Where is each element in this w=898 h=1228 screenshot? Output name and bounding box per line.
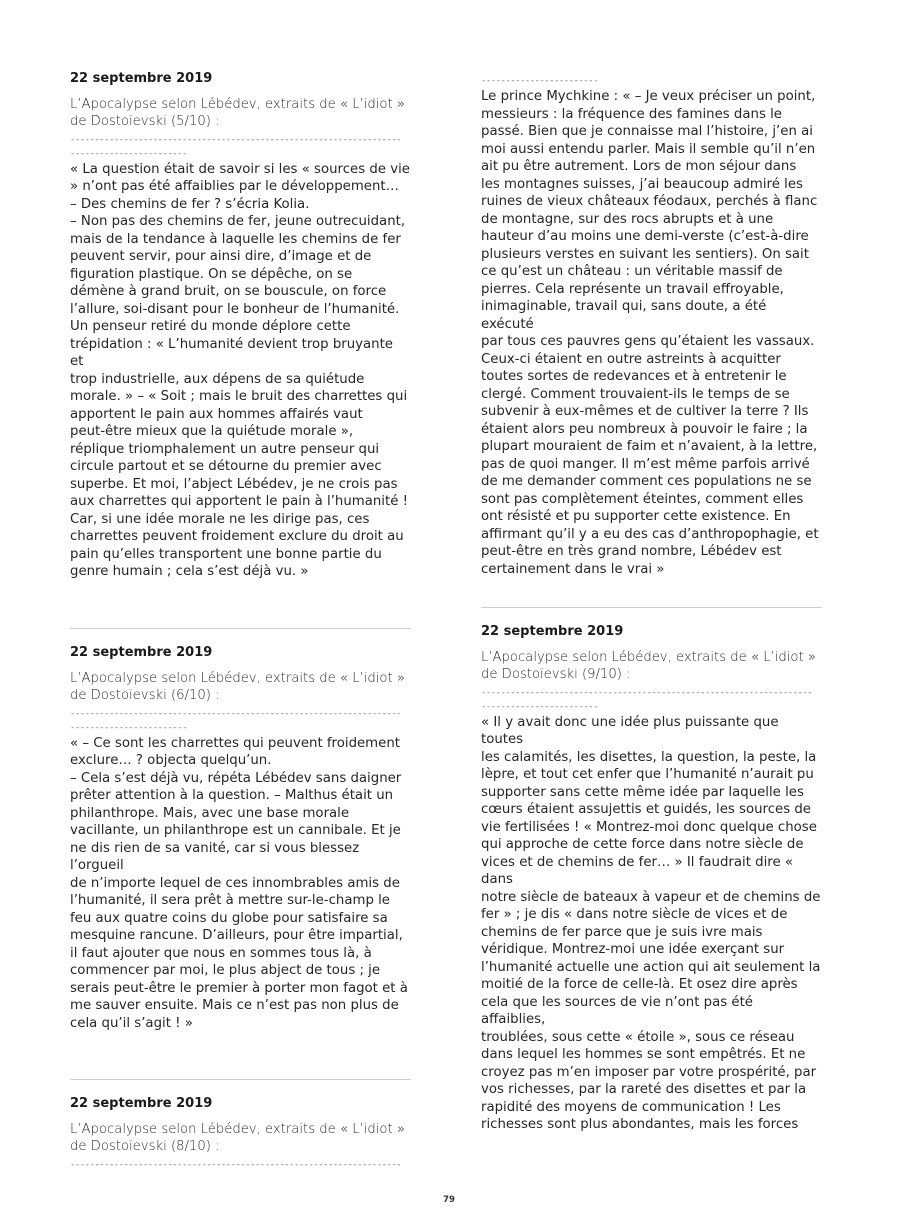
body-line: clergé. Comment trouvaient-ils le temps de se <box>481 386 790 402</box>
body-line: mais de la tendance à laquelle les chemins de fer <box>70 231 401 247</box>
entry-date: 22 septembre 2019 <box>70 71 213 86</box>
body-line: – Cela s’est déjà vu, répéta Lébédev sans daigner <box>70 770 402 786</box>
body-line: par tous ces pauvres gens qu’étaient les vassaux. <box>481 334 815 349</box>
body-line: vices et de chemins de fer… » Il faudrait dire « dans <box>481 854 794 888</box>
entry-body <box>70 735 410 1033</box>
body-line: peuvent servir, pour ainsi dire, d’image et de <box>70 249 372 265</box>
entry-body <box>70 161 410 581</box>
body-line: commencer par moi, le plus abject de tous ; je <box>70 963 381 979</box>
body-line: serais peut-être le premier à porter mon fagot et à <box>70 980 408 996</box>
body-line: plusieurs verstes en suivant les sentiers). On sait <box>481 246 809 262</box>
body-line: morale. » – « Soit ; mais le bruit des charrettes qui <box>70 389 408 405</box>
body-line: qui approche de cette force dans notre siècle de <box>481 837 804 853</box>
body-line: lèpre, et tout cet enfer que l’humanité n’aurait pu <box>481 767 814 783</box>
body-line: les montagnes suisses, j’ai beaucoup admiré les <box>481 176 803 192</box>
body-line: genre humain ; cela s’est déjà vu. » <box>70 564 309 580</box>
body-line: messieurs : la fréquence des famines dans le <box>481 106 782 122</box>
body-line: de montagne, sur des rocs abrupts et à une <box>481 211 774 227</box>
body-line: pierres. Cela représente un travail effroyable, <box>481 281 784 297</box>
body-line: cela que les sources de vie n’ont pas été affaiblies, <box>481 994 753 1028</box>
section-divider <box>481 607 822 608</box>
entry-body <box>481 714 821 1134</box>
body-line: moitié de la force de celle-là. Et osez dire après <box>481 977 798 993</box>
body-line: sont pas complètement éteintes, comment elles <box>481 491 804 507</box>
body-line: réplique triomphalement un autre penseur qui <box>70 441 380 457</box>
body-line: feu aux quatre coins du globe pour satisfaire sa <box>70 910 388 926</box>
body-line: mesquine rancune. D’ailleurs, pour être impartial, <box>70 928 403 944</box>
body-line: « – Ce sont les charrettes qui peuvent froidement <box>70 735 400 751</box>
body-line: philanthrope. Mais, avec une base morale <box>70 805 350 821</box>
body-line: figuration plastique. On se dépêche, on se <box>70 266 353 282</box>
body-line: supporter sans cette même idée par laquelle les <box>481 784 804 800</box>
dashed-separator: -------------------------------------------------------------------- ------------------------ <box>70 708 402 733</box>
body-line: croyez pas m’en imposer par votre prospérité, par <box>481 1064 817 1080</box>
body-line: ne dis rien de sa vanité, car si vous blessez l’orgueil <box>70 840 360 874</box>
body-line: ont résisté et pu supporter cette existence. En <box>481 509 791 524</box>
entry-title: L’Apocalypse selon Lébédev, extraits de « L’idiot » de Dostoïevski (8/10) : <box>70 1122 405 1155</box>
body-line: toutes sortes de redevances et à entretenir le <box>481 369 787 384</box>
body-line: » n’ont pas été affaiblies par le développement… <box>70 179 399 195</box>
body-line: affirmant qu’il y a eu des cas d’anthropophagie, et <box>481 526 819 542</box>
section-divider <box>70 1079 411 1080</box>
body-line: « Il y avait donc une idée plus puissante que toutes <box>481 714 779 748</box>
body-line: Un penseur retiré du monde déplore cette <box>70 319 351 335</box>
entry-title: L’Apocalypse selon Lébédev, extraits de « L’idiot » de Dostoïevski (5/10) : <box>70 97 405 130</box>
body-line: peut-être mieux que la quiétude morale », <box>70 424 354 440</box>
body-line: il faut ajouter que nous en sommes tous là, à <box>70 945 372 961</box>
entry-9-of-10 <box>481 607 821 1134</box>
body-line: Ceux-ci étaient en outre astreints à acquitter <box>481 351 781 367</box>
body-line: l’allure, soi-disant pour le bonheur de l’humanité. <box>70 301 400 317</box>
body-line: apportent le pain aux hommes affairés vaut <box>70 406 363 422</box>
body-line: cœurs étaient assujettis et guidés, les sources de <box>481 802 811 818</box>
body-line: peut-être en très grand nombre, Lébédev est <box>481 544 782 559</box>
body-line: dans lequel les hommes se sont empêtrés. Et ne <box>481 1047 806 1063</box>
entry-6-of-10 <box>70 628 410 1032</box>
body-line: vos richesses, par la rareté des disettes et par la <box>481 1082 807 1098</box>
entry-title: L’Apocalypse selon Lébédev, extraits de « L’idiot » de Dostoïevski (6/10) : <box>70 671 405 704</box>
body-line: véridique. Montrez-moi une idée exerçant sur <box>481 942 785 958</box>
body-line: vacillante, un philanthrope est un cannibale. Et je <box>70 823 401 839</box>
body-line: vie fertilisées ! « Montrez-moi donc quelque chose <box>481 819 817 835</box>
dashed-separator: -------------------------------------------------------------------- <box>70 1159 402 1170</box>
body-line: démène à grand bruit, on se bouscule, on force <box>70 284 387 300</box>
entry-date: 22 septembre 2019 <box>481 624 624 639</box>
body-line: fer » ; je dis « dans notre siècle de vices et de <box>481 907 788 923</box>
dashed-separator: -------------------------------------------------------------------- ------------------------ <box>70 134 402 159</box>
body-line: troublées, sous cette « étoile », sous ce réseau <box>481 1029 795 1045</box>
body-line: Car, si une idée morale ne les dirige pas, ces <box>70 511 370 527</box>
body-line: l’humanité, il sera prêt à mettre sur-le-champ le <box>70 893 390 909</box>
section-divider <box>70 628 411 629</box>
entry-5-of-10 <box>70 70 410 581</box>
body-line: « La question était de savoir si les « sources de vie <box>70 161 410 177</box>
body-line: inimaginable, travail qui, sans doute, a été exécuté <box>481 299 767 332</box>
body-line: trop industrielle, aux dépens de sa quiétude <box>70 371 365 387</box>
body-line: subvenir à eux-mêmes et de cultiver la terre ? Ils <box>481 404 809 419</box>
entry-7-of-10-continuation <box>481 72 821 578</box>
page-number: 79 <box>443 1195 455 1205</box>
body-line: charrettes peuvent froidement exclure du droit au <box>70 529 404 545</box>
body-line: circule partout et se détourne du premier avec <box>70 459 382 475</box>
body-line: ce qu’est un château : un véritable massif de <box>481 264 783 279</box>
body-line: plupart mouraient de faim et n’avaient, à la lettre, <box>481 439 818 454</box>
body-line: de n’importe lequel de ces innombrables amis de <box>70 875 400 891</box>
entry-body <box>481 88 821 578</box>
entry-date: 22 septembre 2019 <box>70 1096 213 1111</box>
body-line: rapidité des moyens de communication ! Les <box>481 1099 781 1115</box>
body-line: exclure… ? objecta quelqu’un. <box>70 753 272 769</box>
body-line: chemins de fer parce que je suis ivre mais <box>481 924 763 940</box>
body-line: trépidation : « L’humanité devient trop bruyante et <box>70 336 393 370</box>
body-line: hauteur d’au moins une demi-verste (c’est-à-dire <box>481 229 809 244</box>
body-line: superbe. Et moi, l’abject Lébédev, je ne crois pas <box>70 476 398 492</box>
body-line: – Des chemins de fer ? s’écria Kolia. <box>70 196 310 212</box>
body-line: passé. Bien que je connaisse mal l’histoire, j’en ai <box>481 124 813 139</box>
body-line: les calamités, les disettes, la question, la peste, la <box>481 749 817 765</box>
body-line: ruines de vieux châteaux féodaux, perchés à flanc <box>481 194 818 209</box>
body-line: pain qu’elles transportent une bonne partie du <box>70 546 382 562</box>
dashed-separator: -------------------------------------------------------------------- ------------------------ <box>481 687 813 712</box>
entry-title: L’Apocalypse selon Lébédev, extraits de « L’idiot » de Dostoïevski (9/10) : <box>481 650 816 683</box>
body-line: richesses sont plus abondantes, mais les forces <box>481 1117 799 1133</box>
body-line: de me demander comment ces populations ne se <box>481 474 812 489</box>
body-line: notre siècle de bateaux à vapeur et de chemins de <box>481 889 821 905</box>
body-line: certainement dans le vrai » <box>481 561 665 577</box>
entry-8-of-10 <box>70 1079 410 1172</box>
body-line: moi aussi entendu parler. Mais il semble qu’il n’en <box>481 141 816 157</box>
body-line: prêter attention à la question. – Malthus était un <box>70 788 394 804</box>
body-line: étaient alors peu nombreux à pouvoir le faire ; la <box>481 421 808 437</box>
body-line: Le prince Mychkine : « – Je veux préciser un point, <box>481 89 816 104</box>
body-line: cela qu’il s’agit ! » <box>70 1015 193 1031</box>
body-line: pas de quoi manger. Il m’est même parfois arrivé <box>481 456 810 472</box>
dashed-separator: ------------------------ <box>481 76 598 86</box>
entry-date: 22 septembre 2019 <box>70 645 213 660</box>
body-line: l’humanité actuelle une action qui ait seulement la <box>481 959 821 975</box>
body-line: – Non pas des chemins de fer, jeune outrecuidant, <box>70 214 406 230</box>
body-line: ait pu être autrement. Lors de mon séjour dans <box>481 159 797 174</box>
body-line: me sauver ensuite. Mais ce n’est pas non plus de <box>70 998 399 1014</box>
body-line: aux charrettes qui apportent le pain à l’humanité ! <box>70 494 408 510</box>
